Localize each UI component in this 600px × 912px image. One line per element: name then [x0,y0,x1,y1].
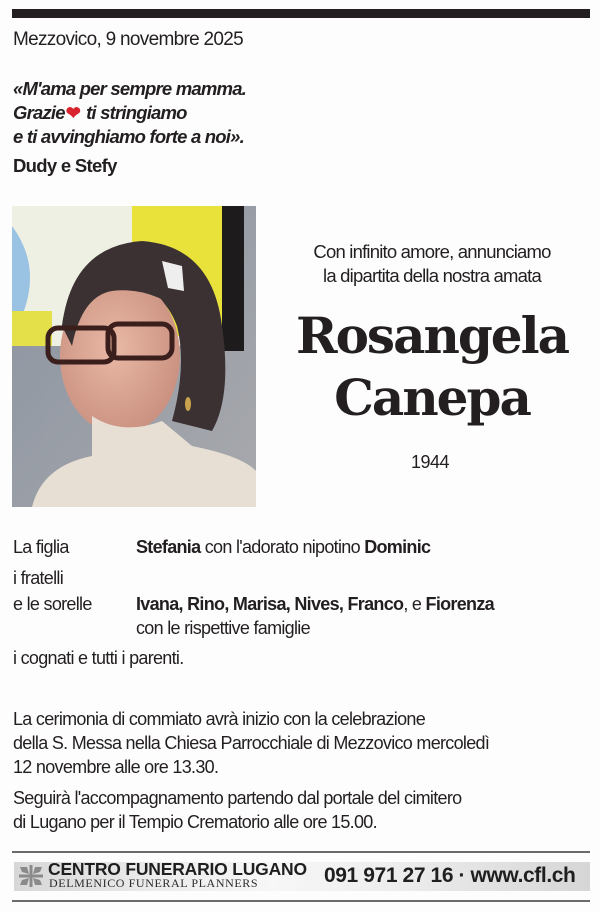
heart-icon: ❤ [65,103,81,123]
daughter-label: La figlia [13,537,69,557]
quote-signature: Dudy e Stefy [13,155,117,176]
portrait-photo [12,206,256,507]
deceased-first-name: Rosangela [296,306,568,365]
portrait-image [12,206,256,507]
quote-line-1: «M'ama per sempre mamma. [13,78,247,99]
announcement-intro: Con infinito amore, annunciamo la dipartita della nostra amata [313,241,551,286]
funeral-logo-icon [18,864,44,888]
other-relatives: i cognati e tutti i parenti. [13,648,184,668]
funeral-home-subtitle: DELMENICO FUNERAL PLANNERS [49,876,259,890]
cremation-details: Seguirà l'accompagnamento partendo dal portale del cimitero di Lugano per il Tempio Crematorio alle ore 15.00. [13,788,462,832]
ceremony-details [13,707,489,841]
place-date: Mezzovico, 9 novembre 2025 [13,29,243,50]
birth-year: 1944 [410,452,450,472]
deceased-last-name: Canepa [334,368,530,427]
top-rule [12,9,590,18]
footer-bottom-rule [12,900,590,902]
quote-line-2: Grazie❤ ti stringiamo [13,102,187,123]
mass-details: La cerimonia di commiato avrà inizio con la celebrazione della S. Messa nella Chiesa Parrocchiale di Mezzovico mercoledì 12 novembre alle ore 13.30. [13,709,490,777]
dedication-quote [13,77,246,149]
footer-top-rule [12,851,590,853]
funeral-home-contact[interactable]: 091 971 27 16 · www.cfl.ch [324,864,576,887]
siblings-families: con le rispettive famiglie [136,618,310,638]
siblings-label-1: i fratelli [13,568,64,588]
quote-line-3: e ti avvinghiamo forte a noi». [13,126,244,147]
funeral-home-name: CENTRO FUNERARIO LUGANO [48,859,307,879]
siblings-value: Ivana, Rino, Marisa, Nives, Franco, e Fiorenza [136,594,494,614]
siblings-label-2: e le sorelle [13,594,92,614]
daughter-value: Stefania con l'adorato nipotino Dominic [136,537,431,557]
